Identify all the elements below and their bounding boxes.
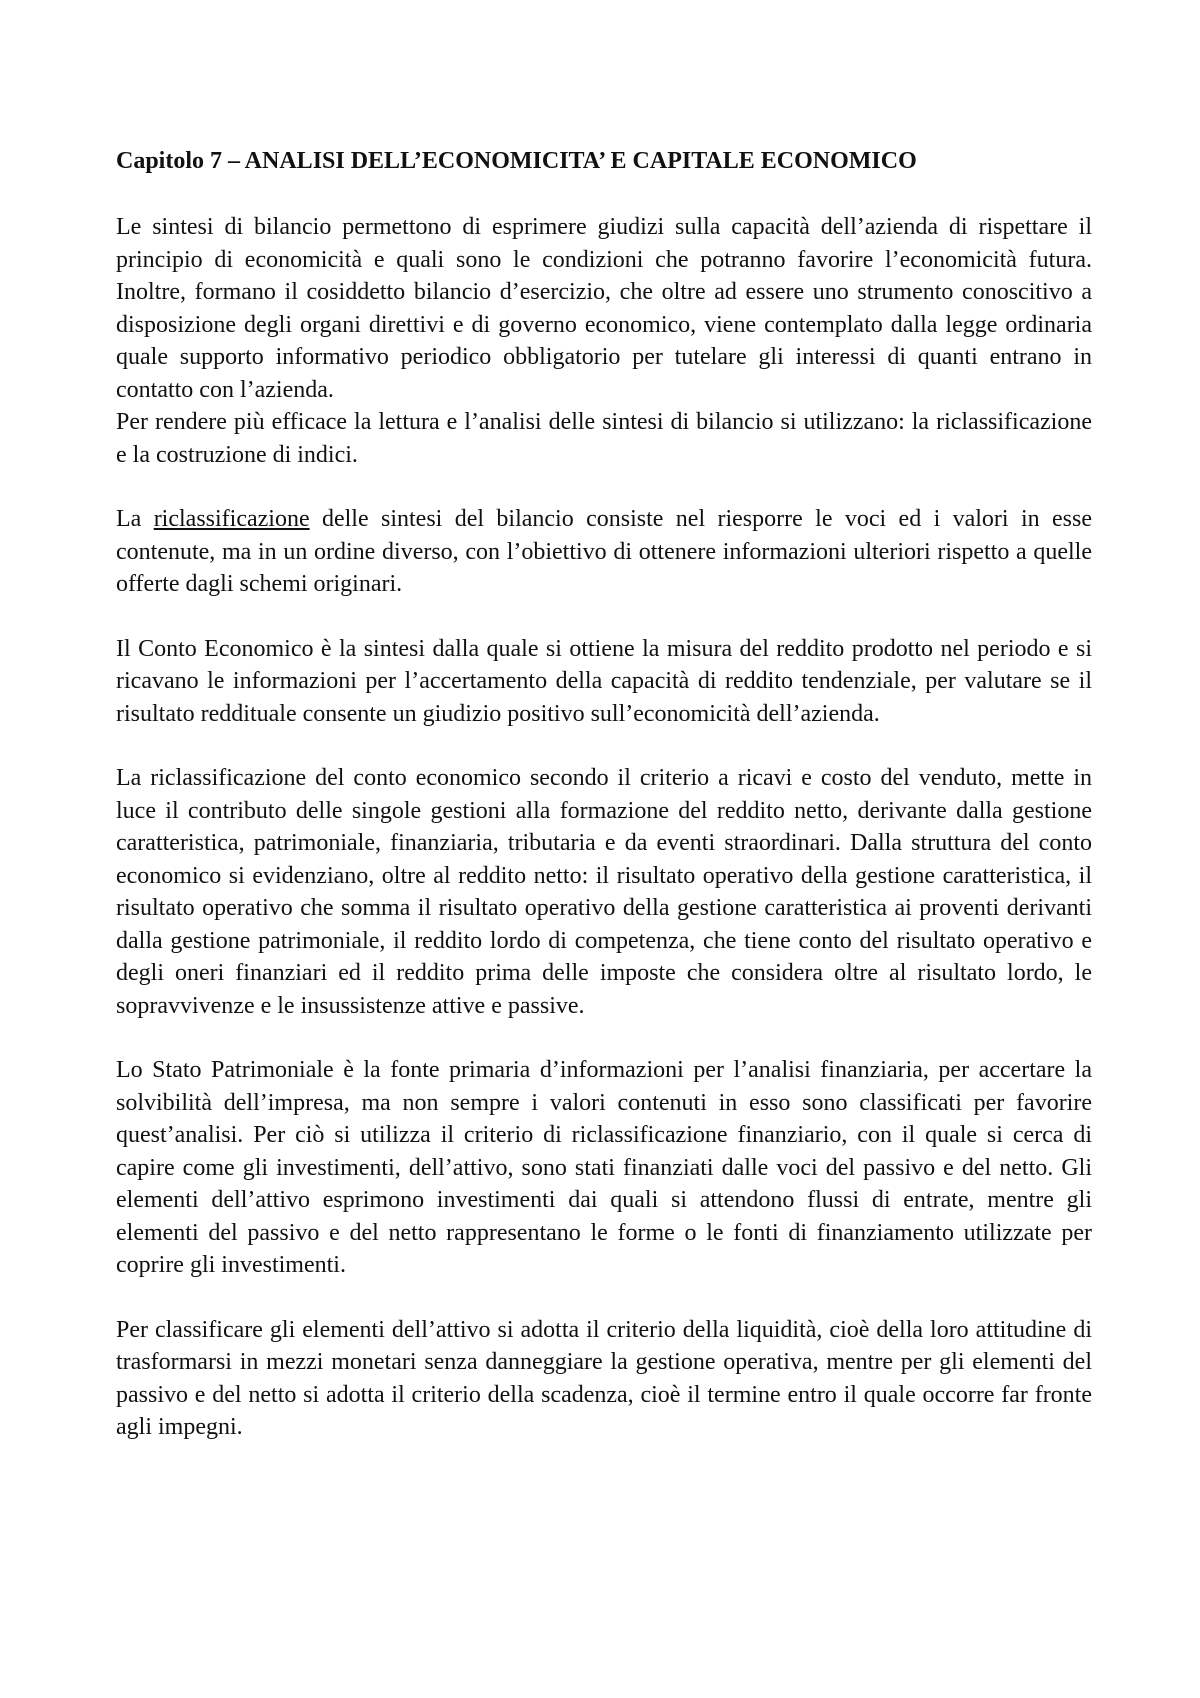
paragraph-gap bbox=[116, 471, 1092, 503]
paragraph-conto-economico: Il Conto Economico è la sintesi dalla quale si ottiene la misura del reddito prodotto nel periodo e si ricavano le informazioni per l’accertamento della capacità di reddito tendenziale, per valutare se il risultato reddituale consente un giudizio positivo sull’economicità dell’azienda. bbox=[116, 635, 1092, 727]
paragraph-intro: Le sintesi di bilancio permettono di esprimere giudizi sulla capacità dell’azienda di rispettare il principio di economicità e quali sono le condizioni che potranno favorire l’economicità futura. Inoltre, formano il cosiddetto bilancio d’esercizio, che oltre ad essere uno strumento conoscitivo a disposizione degli organi direttivi e di governo economico, viene contemplato dalla legge ordinaria quale supporto informativo periodico obbligatorio per tutelare gli interessi di quanti entrano in contatto con l’azienda. bbox=[116, 214, 1092, 403]
chapter-title: Capitolo 7 – ANALISI DELL’ECONOMICITA’ E CAPITALE ECONOMICO bbox=[116, 148, 917, 174]
paragraph-riclassificazione-rest: delle sintesi del bilancio consiste nel riesporre le voci ed i valori in esse contenute, ma in un ordine diverso, con l’obiettivo di ottenere informazioni ulteriori rispetto a quelle offerte dagli schemi originari. bbox=[116, 506, 1092, 597]
paragraph-riclassificazione-ce: La riclassificazione del conto economico secondo il criterio a ricavi e costo del venduto, mette in luce il contributo delle singole gestioni alla formazione del reddito netto, derivante dalla gestione caratteristica, patrimoniale, finanziaria, tributaria e da eventi straordinari. Dalla struttura del conto economico si evidenziano, oltre al reddito netto: il risultato operativo della gestione caratteristica, il risultato operativo che somma il risultato operativo della gestione caratteristica ai proventi derivanti dalla gestione patrimoniale, il reddito lordo di competenza, che tiene conto del risultato operativo e degli oneri finanziari ed il reddito prima delle imposte che considera oltre al risultato lordo, le sopravvivenze e le insussistenze attive e passive. bbox=[116, 765, 1092, 1019]
paragraph-gap bbox=[116, 601, 1092, 633]
paragraph-riclassificazione bbox=[116, 503, 1092, 601]
paragraph-tools: Per rendere più efficace la lettura e l’analisi delle sintesi di bilancio si utilizzano: la riclassificazione e la costruzione di indici. bbox=[116, 409, 1092, 468]
paragraph-gap bbox=[116, 1022, 1092, 1054]
paragraph-gap bbox=[116, 730, 1092, 762]
paragraph-riclassificazione-start: La bbox=[116, 506, 154, 532]
underlined-term: riclassificazione bbox=[153, 506, 310, 532]
paragraph-criteri: Per classificare gli elementi dell’attivo si adotta il criterio della liquidità, cioè della loro attitudine di trasformarsi in mezzi monetari senza danneggiare la gestione operativa, mentre per gli elementi del passivo e del netto si adotta il criterio della scadenza, cioè il termine entro il quale occorre far fronte agli impegni. bbox=[116, 1316, 1092, 1440]
paragraph-stato-patrimoniale: Lo Stato Patrimoniale è la fonte primaria d’informazioni per l’analisi finanziaria, per accertare la solvibilità dell’impresa, ma non sempre i valori contenuti in esso sono classificati per favorire quest’analisi. Per ciò si utilizza il criterio di riclassificazione finanziario, con il quale si cerca di capire come gli investimenti, dell’attivo, sono stati finanziati dalle voci del passivo e del netto. Gli elementi dell’attivo esprimono investimenti dai quali si attendono flussi di entrate, mentre gli elementi del passivo e del netto rappresentano le forme o le fonti di finanziamento utilizzate per coprire gli investimenti. bbox=[116, 1057, 1092, 1278]
paragraph-gap bbox=[116, 1282, 1092, 1314]
